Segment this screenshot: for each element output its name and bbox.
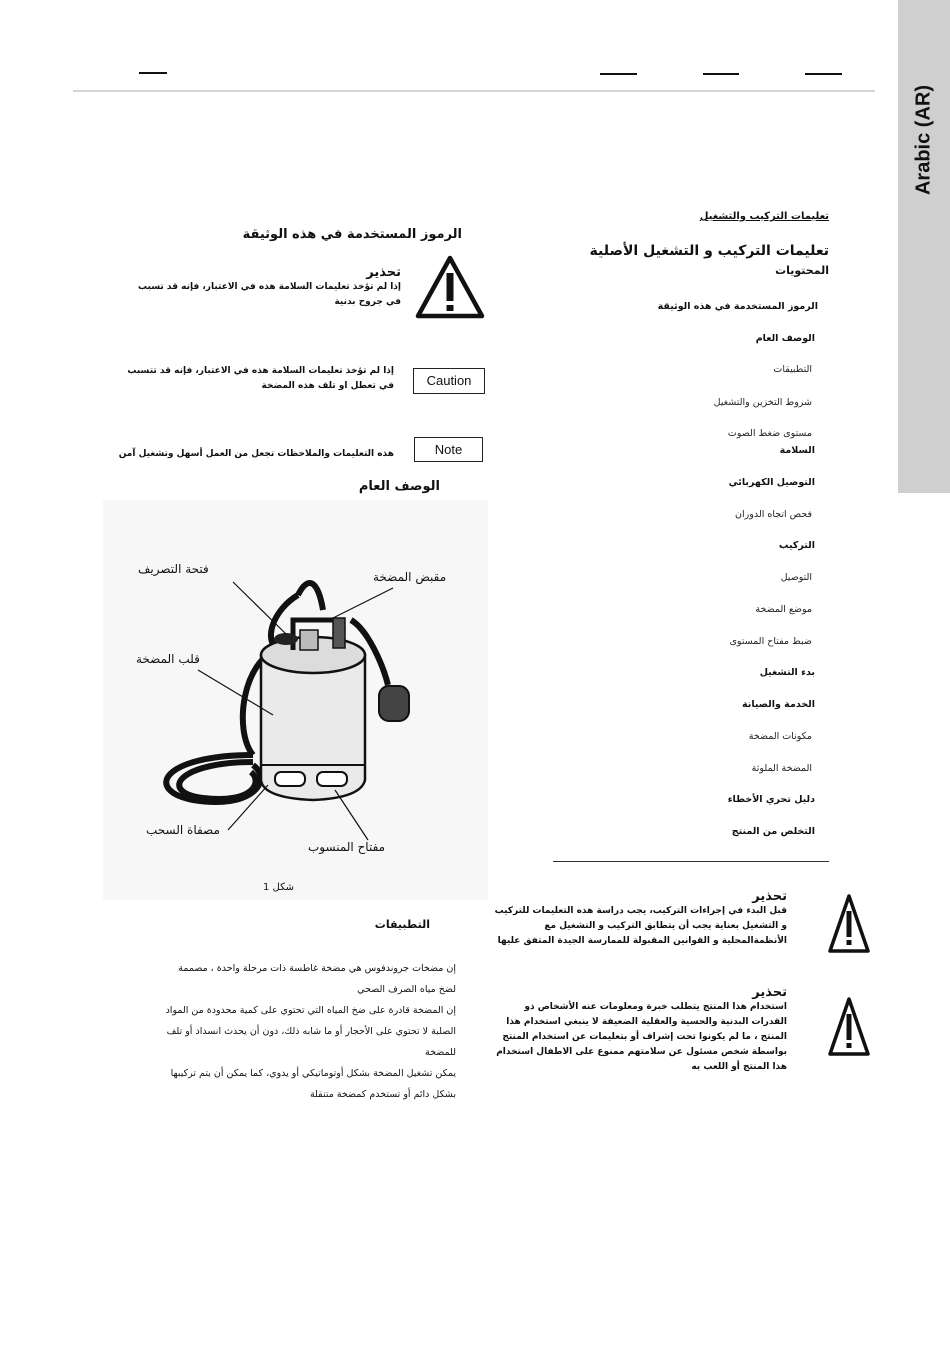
toc-item-startup[interactable]: بدء التشغيل [759, 667, 815, 678]
toc-item-installation[interactable]: التركيب [778, 540, 815, 551]
toc-item-safety[interactable]: السلامة [779, 445, 815, 456]
applications-title: التطبيقات [374, 918, 430, 931]
caution-box: Caution [413, 368, 485, 394]
applications-line: بشكل دائم أو تستخدم كمضخة متنقلة [309, 1089, 456, 1100]
symbol-warning-title: تحذير [366, 265, 401, 280]
figure-label-strainer: مصفاة السحب [146, 823, 220, 837]
pump-figure [103, 500, 488, 900]
applications-line: لضخ مياه الصرف الصحي [357, 984, 456, 995]
toc-item-storage-conditions[interactable]: شروط التخزين والتشغيل [713, 397, 812, 408]
main-title: تعليمات التركيب و التشغيل الأصلية [589, 243, 829, 259]
toc-divider [553, 861, 829, 862]
toc-item-level-switch[interactable]: ضبط مفتاح المستوى [729, 636, 812, 647]
warning-line: المنتج ، ما لم يكونوا تحت إشراف أو بتعليمات عن استخدام المنتج [502, 1032, 787, 1042]
applications-line: إن المضخة قادرة على ضخ المياه التي تحتوي على كمية محدودة من المواد [165, 1005, 456, 1016]
toc-item-contaminated-pump[interactable]: المضخة الملوثة [751, 763, 812, 774]
toc-item-service[interactable]: الخدمة والصيانة [742, 699, 815, 710]
header-tick [600, 73, 637, 75]
note-text: هذه التعليمات والملاحظات تجعل من العمل أسهل وتشغيل آمن [118, 449, 394, 459]
figure-label-level-switch: مفتاح المنسوب [308, 840, 386, 854]
contents-label: المحتويات [775, 264, 829, 277]
toc-item-rotation-check[interactable]: فحص اتجاه الدوران [735, 509, 812, 520]
toc-item-general-description[interactable]: الوصف العام [755, 333, 815, 344]
caution-text-block [127, 364, 394, 394]
applications-line: للمضخة [425, 1047, 456, 1058]
toc-item-pump-components[interactable]: مكونات المضخة [748, 731, 812, 742]
language-side-tab [898, 0, 950, 493]
pump-illustration [103, 500, 488, 900]
applications-line: إن مضخات جروندفوس هي مضخة غاطسة ذات مرحلة واحدة ، مصممة [178, 963, 456, 974]
toc-item-connection[interactable]: التوصيل [780, 572, 812, 583]
warning-line: استخدام هذا المنتج يتطلب خبرة ومعلومات عنه الأشخاص ذو [524, 1002, 787, 1012]
figure-label-handle: مقبض المضخة [373, 570, 447, 584]
warning-triangle-icon [415, 254, 485, 320]
header-tick-left [139, 72, 167, 74]
applications-line: الصلبة لا تحتوي على الأحجار أو ما شابه ذلك، دون أن يحدث انسداد أو تلف [166, 1026, 456, 1037]
toc-item-electrical-connection[interactable]: التوصيل الكهربائي [728, 477, 815, 488]
warning-triangle-icon [828, 996, 870, 1058]
toc-item-sound-pressure[interactable]: مستوى ضغط الصوت [727, 428, 812, 439]
header-tick [805, 73, 842, 75]
caution-line: في تعطل او تلف هذه المضخة [261, 381, 394, 391]
doc-title: تعليمات التركيب والتشغيل [699, 211, 829, 222]
note-box: Note [414, 437, 483, 462]
warning-block-persons [467, 985, 787, 1075]
applications-line: يمكن تشغيل المضخة بشكل أوتوماتيكي أو يدوي، كما يمكن أن يتم تركيبها [170, 1068, 456, 1079]
symbols-section-title: الرموز المستخدمة في هذه الوثيقة [242, 227, 462, 242]
toc-item-pump-position[interactable]: موضع المضخة [755, 604, 812, 615]
warning-line: و التشغيل بعناية يجب أن يتطابق التركيب و التشغيل مع [544, 921, 787, 931]
symbol-warning-block [138, 265, 401, 310]
caution-line: إذا لم تؤخذ تعليمات السلامة هذه في الاعتبار، فإنه قد تتسبب [127, 366, 394, 376]
warning-title: تحذير [752, 889, 787, 904]
toc-item-fault-finding[interactable]: دليل تحري الأخطاء [727, 794, 815, 805]
general-description-title: الوصف العام [358, 479, 440, 494]
figure-label-discharge: فتحة التصريف [138, 562, 209, 576]
figure-label-body: قلب المضخة [136, 652, 200, 666]
toc-item-symbols[interactable]: الرموز المستخدمة في هذه الوثيقة [657, 301, 818, 312]
warning-block-installation [467, 889, 787, 949]
warning-title: تحذير [752, 985, 787, 1000]
toc-item-disposal[interactable]: التخلص من المنتج [731, 826, 815, 837]
symbol-warning-line: في جروح بدنية [334, 297, 401, 307]
header-tick [703, 73, 739, 75]
applications-text [126, 958, 456, 1105]
figure-caption: شكل 1 [263, 882, 295, 893]
warning-triangle-icon [828, 893, 870, 955]
warning-line: الأنظمةالمحلية و القوانين المقبولة للممارسة الجيدة المتفق عليها [497, 936, 787, 946]
warning-line: قبل البدء في إجراءات التركيب، يجب دراسة هذه التعليمات للتركيب [494, 906, 787, 916]
header-rule [73, 90, 875, 92]
symbol-warning-line: إذا لم تؤخذ تعليمات السلامة هذه في الاعتبار، فإنه قد تسبب [138, 282, 401, 292]
warning-line: هذا المنتج أو اللعب به [691, 1062, 787, 1072]
warning-line: القدرات البدنية والحسية والعقلية الضعيفة لا ينبغي استخدام هذا [506, 1017, 787, 1027]
language-tab-label: Arabic (AR) [912, 84, 935, 196]
toc-item-applications[interactable]: التطبيقات [773, 364, 812, 375]
warning-line: بواسطة شخص مسئول عن سلامتهم ممنوع على الاطفال استخدام [496, 1047, 787, 1057]
